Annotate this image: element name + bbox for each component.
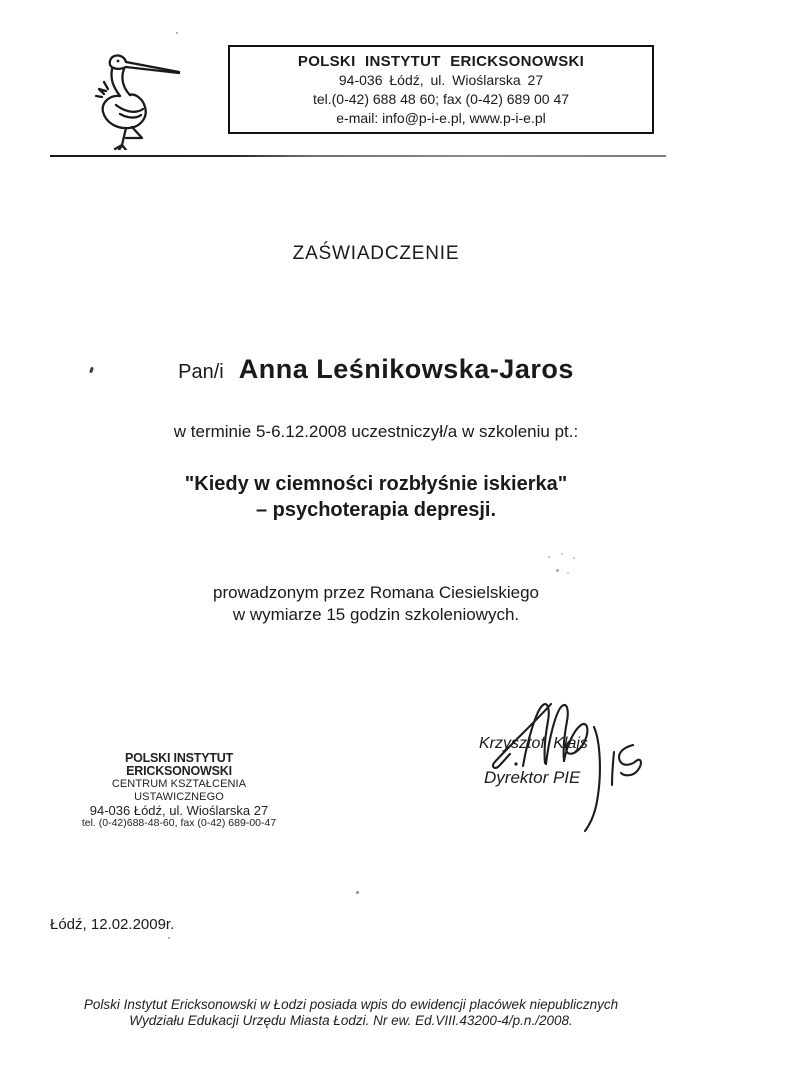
org-phone-fax: tel.(0-42) 688 48 60; fax (0-42) 689 00 47: [312, 91, 570, 107]
scan-speck: [548, 556, 550, 558]
place-date: Łódź, 12.02.2009r.: [50, 916, 175, 933]
header-divider: [50, 155, 666, 157]
course-title: [0, 471, 752, 523]
handwritten-signature: [470, 683, 670, 853]
conducted-by: [0, 582, 752, 626]
term-line: w terminie 5-6.12.2008 uczestniczył/a w szkoleniu pt.:: [173, 422, 579, 441]
scan-speck: [567, 572, 569, 574]
scan-speck: [573, 557, 575, 559]
org-address: 94-036 Łódź, ul. Wioślarska 27: [338, 72, 544, 88]
salutation-label: Pan/i: [178, 361, 224, 383]
signer-title: Dyrektor PIE: [484, 768, 581, 787]
recipient-line: [0, 354, 752, 385]
stork-logo-icon: [82, 42, 200, 150]
letterhead-box: [228, 45, 654, 134]
recipient-name: Anna Leśnikowska-Jaros: [238, 354, 574, 384]
org-email-web: e-mail: info@p-i-e.pl, www.p-i-e.pl: [336, 110, 546, 126]
conducted-line1: prowadzonym przez Romana Ciesielskiego: [213, 583, 539, 602]
registry-line1: Polski Instytut Ericksonowski w Łodzi posiada wpis do ewidencji placówek niepublicznych: [83, 997, 619, 1012]
document-title: ZAŚWIADCZENIE: [292, 243, 460, 264]
stamp-address: 94-036 Łódź, ul. Wioślarska 27: [89, 803, 269, 818]
registry-line2: Wydziału Edukacji Urzędu Miasta Łodzi. Nr ew. Ed.VIII.43200-4/p.n./2008.: [129, 1012, 573, 1028]
scan-speck: [556, 569, 559, 572]
stamp-phone-fax: tel. (0-42)688-48-60, fax (0-42) 689-00-47: [81, 817, 277, 829]
ink-stamp: [80, 752, 278, 830]
scan-speck: [176, 32, 178, 34]
stamp-center-name: CENTRUM KSZTAŁCENIA USTAWICZNEGO: [111, 778, 247, 803]
scan-speck: [168, 937, 170, 939]
registry-note: [0, 997, 702, 1028]
scan-speck: [561, 553, 563, 555]
course-title-line1: "Kiedy w ciemności rozbłyśnie iskierka": [184, 473, 568, 495]
signer-name: Krzysztof Klajs: [479, 735, 588, 752]
course-title-line2: – psychoterapia depresji.: [255, 499, 497, 521]
stamp-org-name: POLSKI INSTYTUT ERICKSONOWSKI: [124, 751, 234, 778]
conducted-line2: w wymiarze 15 godzin szkoleniowych.: [232, 605, 520, 624]
org-name: POLSKI INSTYTUT ERICKSONOWSKI: [297, 53, 585, 70]
scan-speck: [356, 891, 359, 894]
